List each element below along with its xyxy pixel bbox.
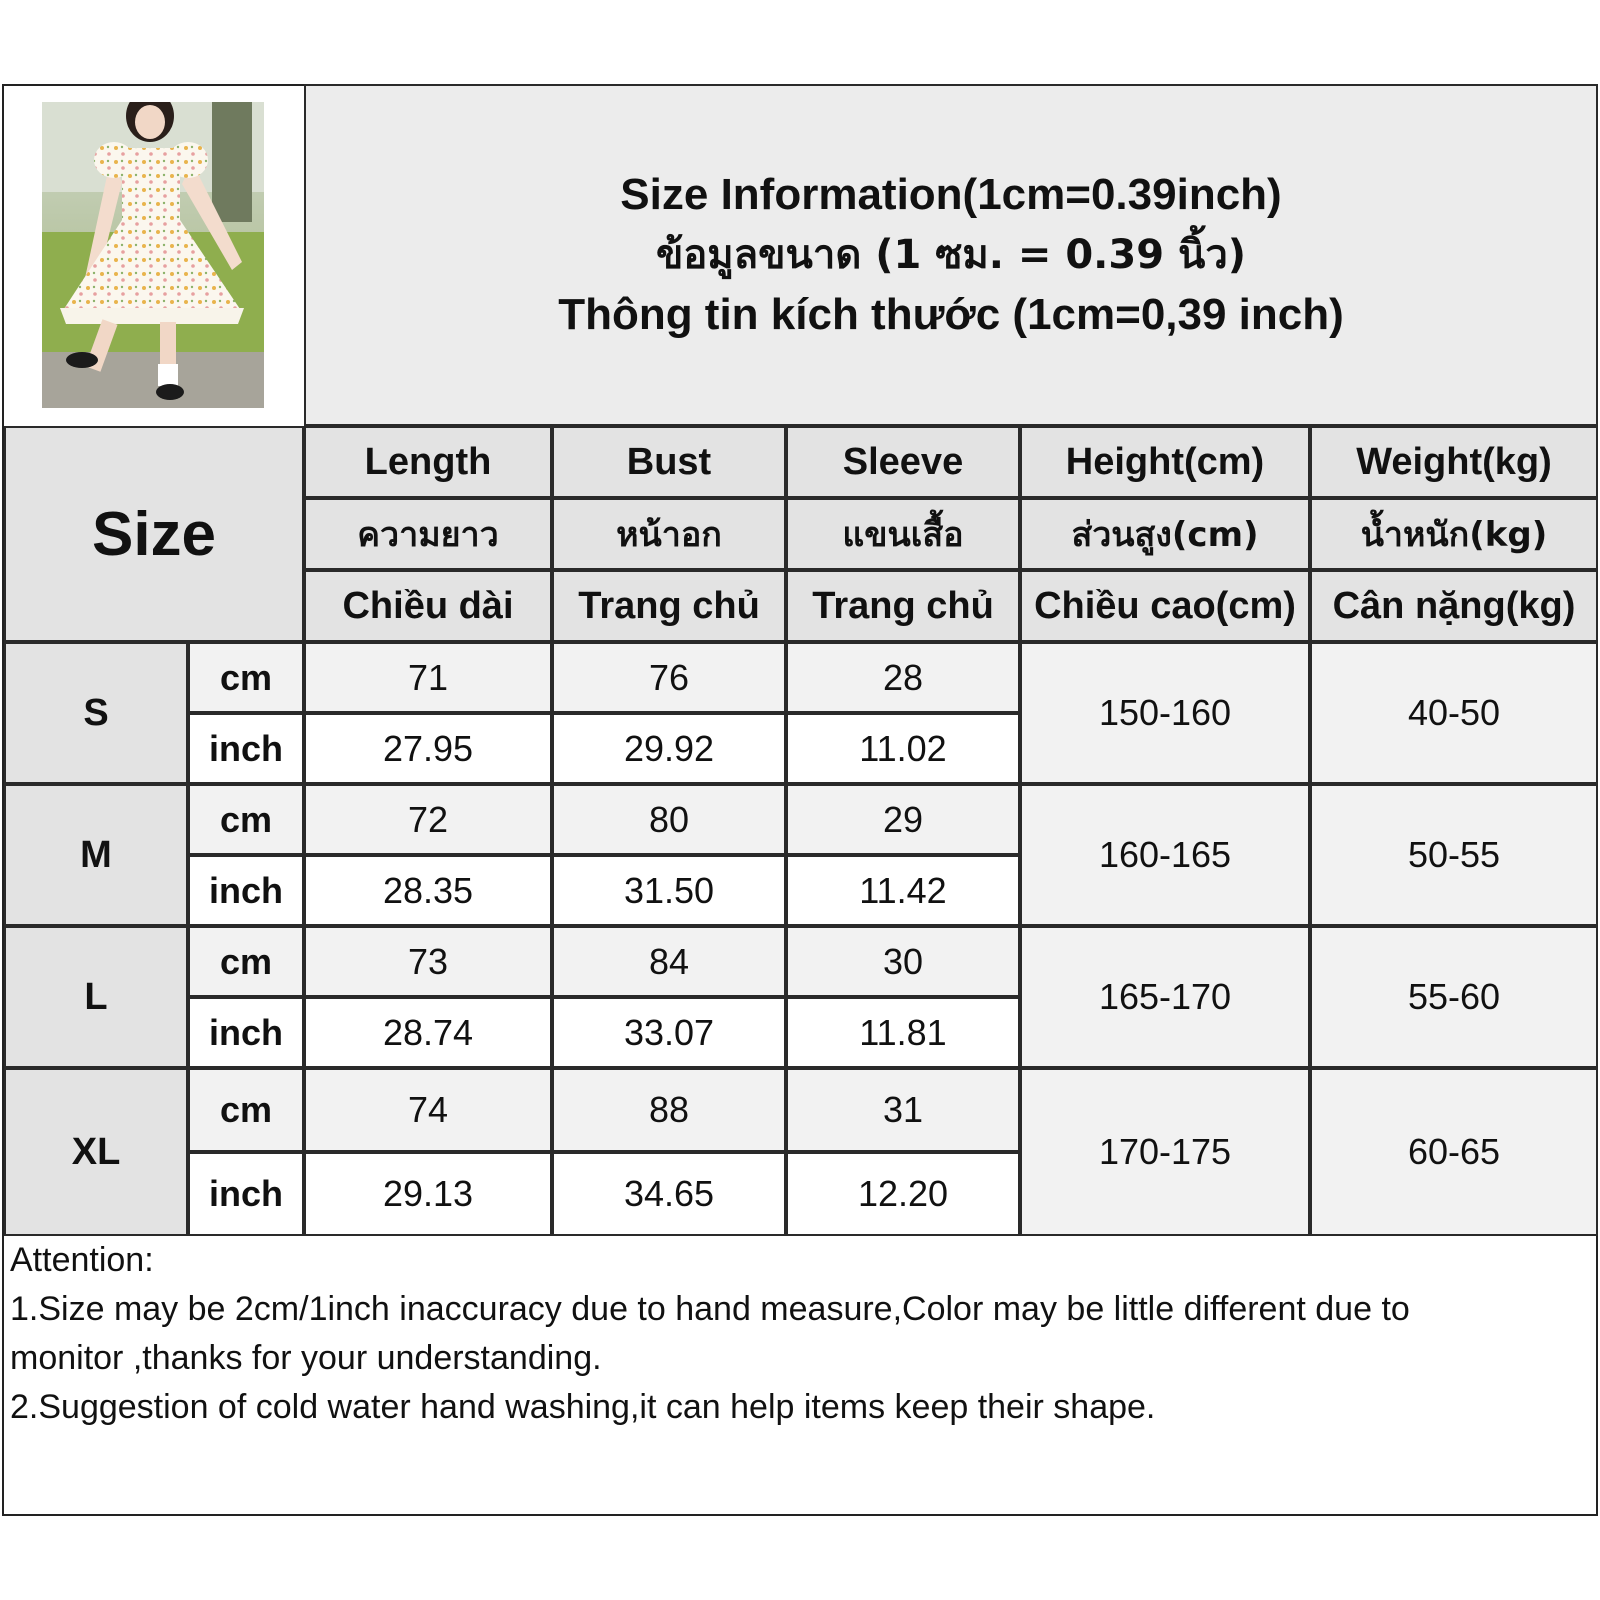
value-cm-text: 80 bbox=[648, 798, 690, 840]
weight-range bbox=[1310, 642, 1598, 784]
unit-label-cm bbox=[188, 784, 304, 855]
column-header-en bbox=[1310, 426, 1598, 498]
value-cm bbox=[304, 1068, 552, 1152]
value-cm bbox=[304, 784, 552, 855]
value-cm bbox=[552, 1068, 786, 1152]
value-inch-text: 27.95 bbox=[382, 727, 474, 769]
value-inch-text: 34.65 bbox=[623, 1173, 715, 1214]
value-cm-text: 76 bbox=[648, 656, 690, 698]
unit-label-inch bbox=[188, 1152, 304, 1236]
column-header-th bbox=[552, 498, 786, 570]
column-header-en bbox=[552, 426, 786, 498]
unit-label-cm-text: cm bbox=[219, 1089, 273, 1130]
column-header-en bbox=[1020, 426, 1310, 498]
column-header-en-text: Length bbox=[364, 440, 492, 483]
value-cm-text: 31 bbox=[882, 1089, 924, 1130]
unit-label-cm-text: cm bbox=[219, 798, 273, 840]
size-label-text: M bbox=[80, 833, 112, 876]
weight-range bbox=[1310, 1068, 1598, 1236]
value-cm-text: 28 bbox=[882, 656, 924, 698]
column-header-th-text: ส่วนสูง(cm) bbox=[1071, 515, 1259, 555]
value-inch-text: 11.42 bbox=[859, 869, 947, 911]
unit-label-cm bbox=[188, 1068, 304, 1152]
column-header-vi-text: Trang chủ bbox=[812, 584, 994, 627]
unit-label-inch-text: inch bbox=[208, 1011, 283, 1053]
unit-label-cm-text: cm bbox=[219, 656, 273, 698]
unit-label-cm bbox=[188, 642, 304, 713]
height-range-text: 160-165 bbox=[1098, 834, 1232, 875]
column-header-vi-text: Cân nặng(kg) bbox=[1332, 584, 1576, 627]
column-header-th-text: แขนเสื้อ bbox=[842, 515, 964, 555]
weight-range-text: 60-65 bbox=[1407, 1131, 1501, 1172]
column-header-vi bbox=[786, 570, 1020, 642]
value-cm bbox=[786, 1068, 1020, 1152]
unit-label-cm bbox=[188, 926, 304, 997]
value-cm bbox=[304, 926, 552, 997]
height-range bbox=[1020, 642, 1310, 784]
column-header-th bbox=[304, 498, 552, 570]
title-block bbox=[304, 84, 1598, 426]
value-cm bbox=[552, 642, 786, 713]
value-inch-text: 28.74 bbox=[382, 1011, 474, 1053]
height-range bbox=[1020, 1068, 1310, 1236]
size-label bbox=[4, 642, 188, 784]
value-inch-text: 29.92 bbox=[623, 727, 715, 769]
size-label bbox=[4, 926, 188, 1068]
title-thai: ข้อมูลขนาด (1 ซม. = 0.39 นิ้ว) bbox=[655, 232, 1247, 278]
product-photo bbox=[42, 102, 264, 408]
value-inch-text: 29.13 bbox=[382, 1173, 474, 1214]
title-english: Size Information(1cm=0.39inch) bbox=[620, 170, 1282, 219]
unit-label-inch bbox=[188, 713, 304, 784]
value-cm-text: 73 bbox=[407, 940, 449, 982]
unit-label-inch-text: inch bbox=[208, 1173, 283, 1214]
value-cm-text: 71 bbox=[407, 656, 449, 698]
value-inch bbox=[304, 855, 552, 926]
value-cm bbox=[786, 926, 1020, 997]
value-cm-text: 72 bbox=[407, 798, 449, 840]
notes-line-1: 1.Size may be 2cm/1inch inaccuracy due to hand measure,Color may be little different due to bbox=[10, 1290, 1410, 1328]
column-header-th bbox=[1310, 498, 1598, 570]
column-header-en-text: Sleeve bbox=[842, 440, 964, 483]
product-photo-frame bbox=[4, 86, 300, 424]
size-label bbox=[4, 1068, 188, 1236]
column-header-th-text: หน้าอก bbox=[616, 515, 722, 555]
column-header-en-text: Weight(kg) bbox=[1356, 440, 1552, 483]
size-header: Size bbox=[4, 426, 304, 642]
value-cm-text: 84 bbox=[648, 940, 690, 982]
unit-label-inch-text: inch bbox=[208, 727, 283, 769]
value-inch bbox=[786, 1152, 1020, 1236]
value-cm bbox=[552, 926, 786, 997]
column-header-vi-text: Trang chủ bbox=[578, 584, 760, 627]
value-inch bbox=[552, 713, 786, 784]
unit-label-inch bbox=[188, 997, 304, 1068]
column-header-en bbox=[786, 426, 1020, 498]
weight-range bbox=[1310, 784, 1598, 926]
weight-range-text: 50-55 bbox=[1407, 834, 1501, 875]
notes-line-2: 2.Suggestion of cold water hand washing,it can help items keep their shape. bbox=[10, 1388, 1156, 1426]
value-inch bbox=[552, 1152, 786, 1236]
value-cm bbox=[552, 784, 786, 855]
value-inch bbox=[304, 713, 552, 784]
height-range-text: 165-170 bbox=[1098, 976, 1232, 1017]
size-label-text: XL bbox=[71, 1130, 121, 1173]
value-cm-text: 74 bbox=[407, 1089, 449, 1130]
value-inch-text: 33.07 bbox=[623, 1011, 715, 1053]
column-header-th-text: ความยาว bbox=[357, 515, 499, 555]
column-header-vi bbox=[552, 570, 786, 642]
weight-range bbox=[1310, 926, 1598, 1068]
value-cm-text: 29 bbox=[882, 798, 924, 840]
size-label-text: S bbox=[83, 691, 109, 734]
value-inch bbox=[304, 1152, 552, 1236]
value-inch-text: 12.20 bbox=[857, 1173, 949, 1214]
value-inch bbox=[786, 997, 1020, 1068]
column-header-vi-text: Chiều dài bbox=[342, 584, 514, 627]
value-inch-text: 11.81 bbox=[859, 1011, 947, 1053]
height-range bbox=[1020, 926, 1310, 1068]
value-cm-text: 30 bbox=[882, 940, 924, 982]
column-header-vi-text: Chiều cao(cm) bbox=[1034, 584, 1296, 627]
value-inch bbox=[786, 713, 1020, 784]
value-inch-text: 28.35 bbox=[382, 869, 474, 911]
value-cm-text: 88 bbox=[648, 1089, 690, 1130]
height-range-text: 150-160 bbox=[1098, 692, 1232, 733]
value-inch bbox=[552, 997, 786, 1068]
height-range bbox=[1020, 784, 1310, 926]
column-header-vi bbox=[304, 570, 552, 642]
column-header-en-text: Height(cm) bbox=[1065, 440, 1265, 483]
column-header-en-text: Bust bbox=[626, 440, 712, 483]
column-header-th bbox=[786, 498, 1020, 570]
attention-notes bbox=[4, 1236, 1594, 1512]
weight-range-text: 40-50 bbox=[1407, 692, 1501, 733]
notes-line-1-cont: monitor ,thanks for your understanding. bbox=[10, 1339, 602, 1377]
value-inch-text: 31.50 bbox=[623, 869, 715, 911]
column-header-vi bbox=[1020, 570, 1310, 642]
unit-label-inch-text: inch bbox=[208, 869, 283, 911]
weight-range-text: 55-60 bbox=[1407, 976, 1501, 1017]
column-header-th-text: น้ำหนัก(kg) bbox=[1360, 515, 1548, 555]
value-cm bbox=[786, 642, 1020, 713]
value-cm bbox=[786, 784, 1020, 855]
notes-heading: Attention: bbox=[10, 1241, 154, 1279]
height-range-text: 170-175 bbox=[1098, 1131, 1232, 1172]
unit-label-inch bbox=[188, 855, 304, 926]
size-label-text: L bbox=[84, 975, 108, 1018]
column-header-en bbox=[304, 426, 552, 498]
value-cm bbox=[304, 642, 552, 713]
size-label bbox=[4, 784, 188, 926]
column-header-vi bbox=[1310, 570, 1598, 642]
value-inch bbox=[304, 997, 552, 1068]
value-inch bbox=[552, 855, 786, 926]
title-vietnamese: Thông tin kích thước (1cm=0,39 inch) bbox=[558, 290, 1344, 339]
column-header-th bbox=[1020, 498, 1310, 570]
value-inch-text: 11.02 bbox=[859, 727, 947, 769]
value-inch bbox=[786, 855, 1020, 926]
unit-label-cm-text: cm bbox=[219, 940, 273, 982]
